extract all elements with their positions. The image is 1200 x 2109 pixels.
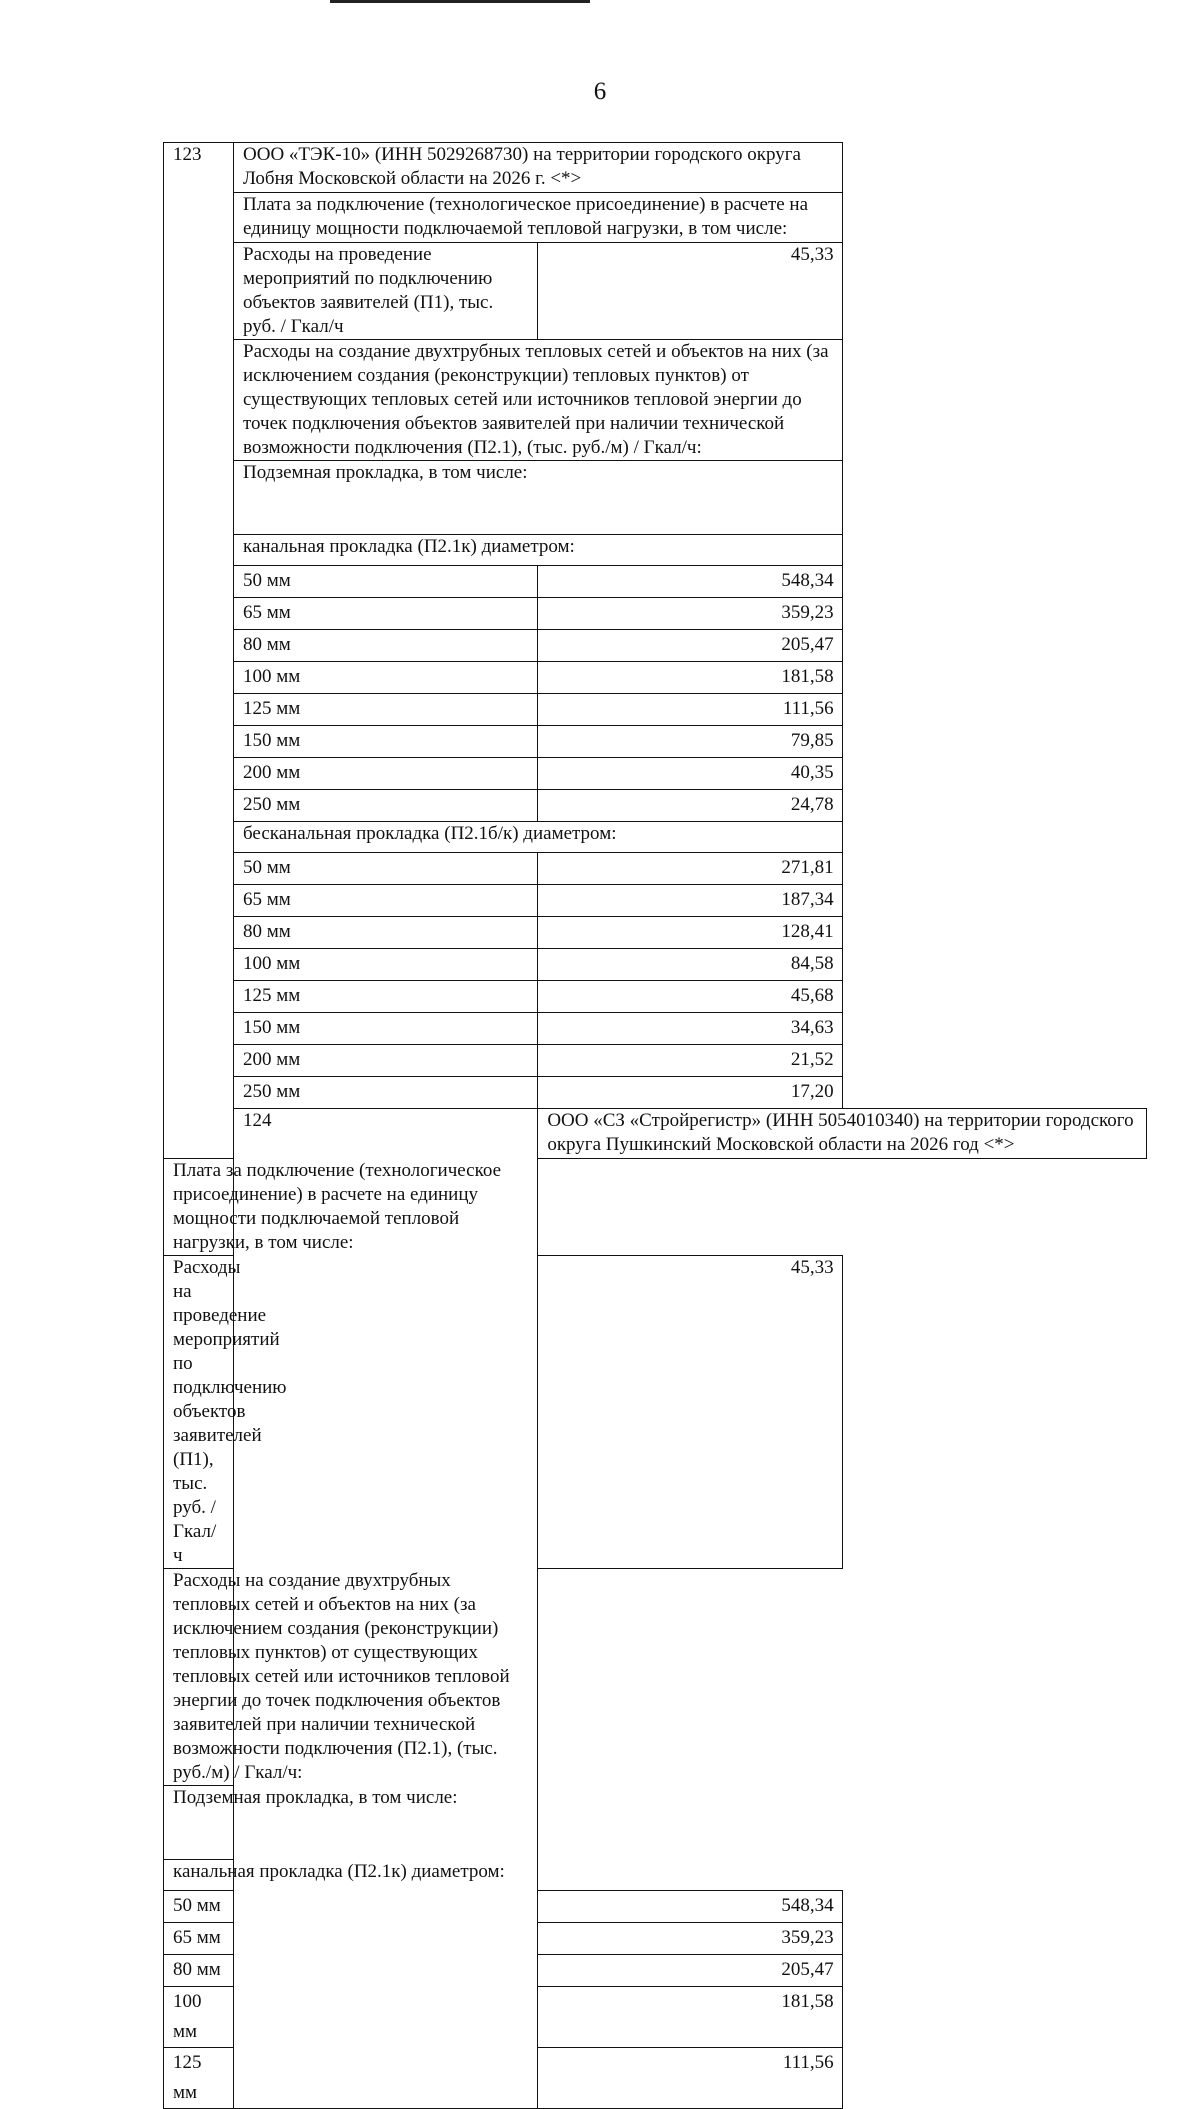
value-cell: 111,56 [538,2048,842,2109]
value-cell: 271,81 [538,853,842,885]
value-cell: 17,20 [538,1077,842,1109]
value-cell: 548,34 [538,1891,842,1923]
table-row [164,949,1147,981]
p21-label: Расходы на создание двухтрубных тепловых сетей и объектов на них (за исключением создания (реконструкции) тепловых пунктов) от существующих тепловых сетей или источников тепловой энергии до точек подключения объектов заявителей при наличии технической возможности подключения (П2.1), (тыс. руб./м) / Гкал/ч: [234,340,843,461]
diameter-cell: 150 мм [234,726,538,758]
value-cell: 187,34 [538,885,842,917]
diameter-cell: 80 мм [234,917,538,949]
diameter-cell: 50 мм [234,566,538,598]
p1-label: Расходы на проведение мероприятий по подключению объектов заявителей (П1), тыс. руб. / Гкал/ч [164,1256,234,1569]
diameter-cell: 100 мм [164,1987,234,2048]
p1-label: Расходы на проведение мероприятий по подключению объектов заявителей (П1), тыс. руб. / Гкал/ч [234,243,538,340]
diameter-cell: 100 мм [234,949,538,981]
value-cell: 181,58 [538,662,842,694]
value-cell: 111,56 [538,694,842,726]
page-number: 6 [593,78,607,105]
table-row [164,1109,1147,1159]
value-cell: 548,34 [538,566,842,598]
value-cell: 181,58 [538,1987,842,2048]
table-row [164,598,1147,630]
table-row [164,1569,1147,1786]
top-rule [330,0,590,3]
table-row [164,1860,1147,1891]
diameter-cell: 125 мм [164,2048,234,2109]
diameter-cell: 50 мм [164,1891,234,1923]
table-row [164,1159,1147,1256]
diameter-cell: 125 мм [234,981,538,1013]
p21-label: Расходы на создание двухтрубных тепловых сетей и объектов на них (за исключением создания (реконструкции) тепловых пунктов) от существующих тепловых сетей или источников тепловой энергии до точек подключения объектов заявителей при наличии технической возможности подключения (П2.1), (тыс. руб./м) / Гкал/ч: [164,1569,538,1786]
fee-header: Плата за подключение (технологическое присоединение) в расчете на единицу мощности подключаемой тепловой нагрузки, в том числе: [234,193,843,243]
table-row [164,694,1147,726]
entry-title: ООО «ТЭК-10» (ИНН 5029268730) на территории городского округа Лобня Московской области на 2026 г. <*> [234,143,843,193]
table-row [164,193,1147,243]
table-row [164,630,1147,662]
value-cell: 24,78 [538,790,842,822]
table-row [164,566,1147,598]
value-cell: 79,85 [538,726,842,758]
table-row [164,790,1147,822]
table-row [164,243,1147,340]
table-row [164,535,1147,566]
table-row [164,662,1147,694]
entry-title: ООО «СЗ «Стройрегистр» (ИНН 5054010340) на территории городского округа Пушкинский Московской области на 2026 год <*> [538,1109,1147,1159]
p1-value: 45,33 [538,1256,842,1569]
diameter-cell: 125 мм [234,694,538,726]
value-cell: 34,63 [538,1013,842,1045]
value-cell: 359,23 [538,598,842,630]
value-cell: 128,41 [538,917,842,949]
value-cell: 21,52 [538,1045,842,1077]
diameter-cell: 65 мм [164,1923,234,1955]
diameter-cell: 200 мм [234,1045,538,1077]
table-row [164,1045,1147,1077]
fee-header: Плата за подключение (технологическое присоединение) в расчете на единицу мощности подключаемой тепловой нагрузки, в том числе: [164,1159,538,1256]
diameter-cell: 50 мм [234,853,538,885]
diameter-cell: 200 мм [234,758,538,790]
value-cell: 205,47 [538,630,842,662]
diameter-cell: 250 мм [234,1077,538,1109]
diameter-cell: 65 мм [234,598,538,630]
table-row [164,981,1147,1013]
diameter-cell: 65 мм [234,885,538,917]
tariff-table [163,142,1147,2109]
diameter-cell: 150 мм [234,1013,538,1045]
table-row [164,758,1147,790]
table-row [164,1013,1147,1045]
table-row [164,340,1147,461]
diameter-cell: 80 мм [234,630,538,662]
value-cell: 45,68 [538,981,842,1013]
channelless-label: бесканальная прокладка (П2.1б/к) диаметром: [234,822,843,853]
diameter-cell: 80 мм [164,1955,234,1987]
underground-label: Подземная прокладка, в том числе: [164,1786,538,1860]
underground-label: Подземная прокладка, в том числе: [234,461,843,535]
entry-number: 124 [234,1109,538,2109]
value-cell: 359,23 [538,1923,842,1955]
channel-label: канальная прокладка (П2.1к) диаметром: [164,1860,538,1891]
value-cell: 205,47 [538,1955,842,1987]
table-row [164,726,1147,758]
table-row [164,461,1147,535]
entry-number: 123 [164,143,234,1159]
table-row [164,917,1147,949]
table-row [164,1786,1147,1860]
table-row [164,853,1147,885]
table-row [164,143,1147,193]
table-row [164,822,1147,853]
table-row [164,1077,1147,1109]
value-cell: 40,35 [538,758,842,790]
diameter-cell: 100 мм [234,662,538,694]
p1-value: 45,33 [538,243,842,340]
value-cell: 84,58 [538,949,842,981]
table-row [164,885,1147,917]
channel-label: канальная прокладка (П2.1к) диаметром: [234,535,843,566]
diameter-cell: 250 мм [234,790,538,822]
